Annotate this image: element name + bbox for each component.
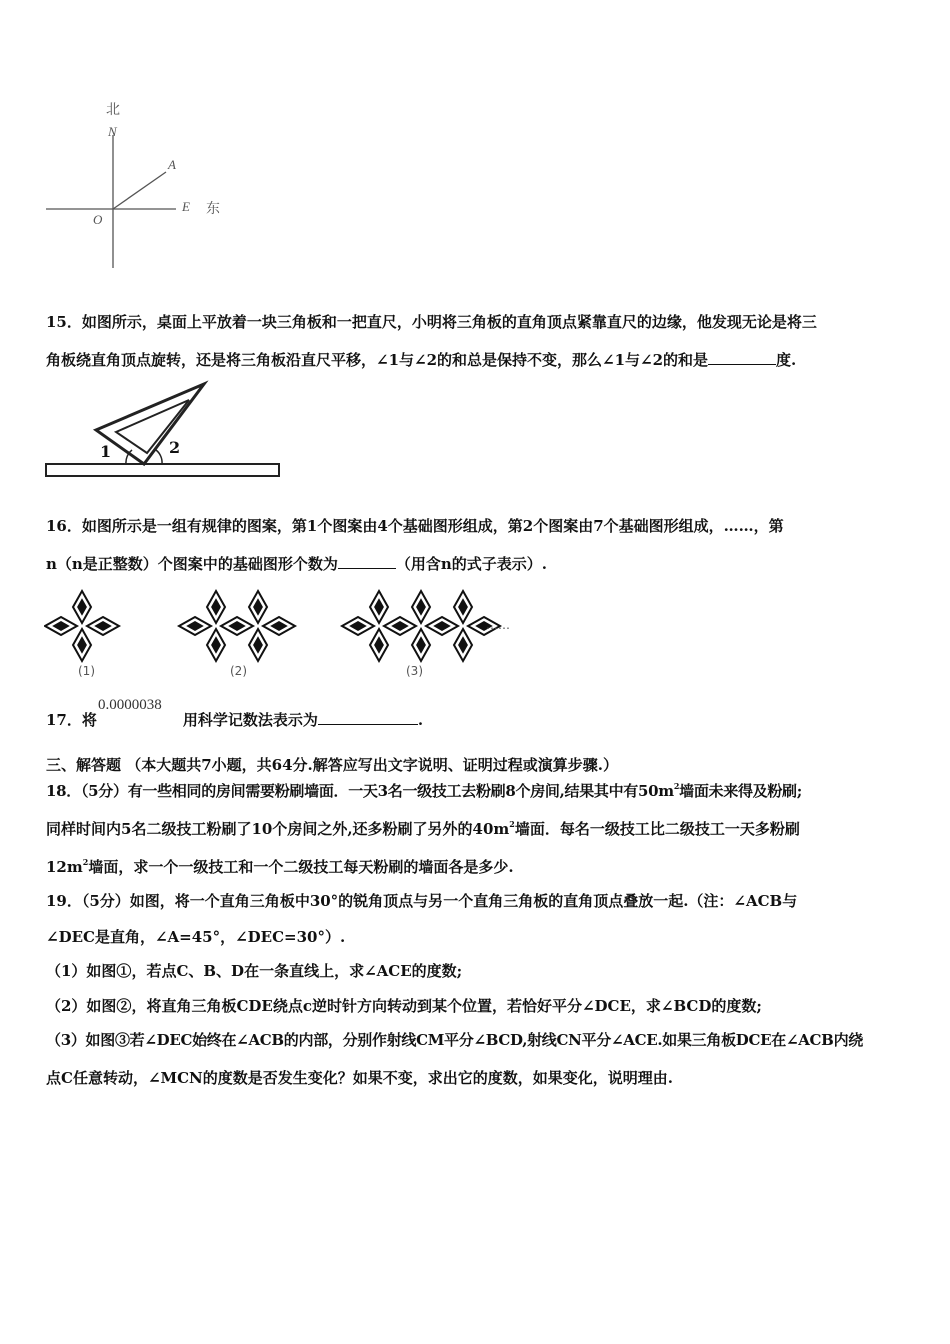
q19-part3-line1: （3）如图③若∠DEC始终在∠ACB的内部，分别作射线CM平分∠BCD,射线CN平分∠ACE.如果三角板DCE在∠ACB内绕 [46,1031,863,1049]
q18-l3a: 12m [46,858,83,876]
pattern-diamond-top [370,591,388,623]
q18-l2a: 同样时间内5名二级技工粉刷了10个房间之外,还多粉刷了另外的40m [46,820,510,838]
q18-line3 [46,857,514,877]
label-a: A [168,157,176,172]
q15-line2-end: 度. [776,351,797,369]
q18-line2 [46,819,800,839]
q15-angle2-label: 2 [169,438,181,457]
q15-line1: 15．如图所示，桌面上平放着一块三角板和一把直尺，小明将三角板的直角顶点紧靠直尺的边缘，他发现无论是将三 [46,313,817,331]
q18-l3-sup: 2 [82,857,89,867]
pattern-caption-2: (2) [230,664,247,678]
pattern-diamond-left [342,617,374,635]
pattern-diamond-bottom [207,629,225,661]
pattern-diamond-right [87,617,119,635]
q15-figure [44,378,284,480]
pattern-diagram [44,588,534,668]
q15-line2-text: 角板绕直角顶点旋转，还是将三角板沿直尺平移，∠1与∠2的和总是保持不变，那么∠1与∠2的和是 [46,351,709,369]
pattern-diamond-top [73,591,91,623]
q18-l1-sup: 2 [673,781,680,791]
pattern-diamond-right [263,617,295,635]
q15-answer-blank[interactable] [708,364,776,365]
q19-part3-line2: 点C任意转动，∠MCN的度数是否发生变化？如果不变，求出它的度数，如果变化，说明理由. [46,1069,673,1087]
q18-line1 [46,781,802,801]
label-e: E [182,199,190,214]
pattern-diamond-top [412,591,430,623]
pattern-diamond-left [221,617,253,635]
q16-line2-end: （用含n的式子表示）. [395,555,547,573]
pattern-diamond-bottom [249,629,267,661]
pattern-diamond-top [207,591,225,623]
q17-post: 用科学记数法表示为 [182,711,318,729]
q16-figure [44,588,534,684]
label-east-cn: 东 [206,201,220,217]
q17-end: . [417,711,424,729]
compass-diagram [40,95,240,275]
pattern-diamond-top [249,591,267,623]
pattern-caption-3: (3) [406,664,423,678]
pattern-diamond-bottom [412,629,430,661]
pattern-caption-1: (1) [78,664,95,678]
q16-line2-text: n（n是正整数）个图案中的基础图形个数为 [46,555,338,573]
pattern-diamond-top [454,591,472,623]
q17-line [46,710,423,730]
pattern-diamond-left [179,617,211,635]
q19-part1: （1）如图①，若点C、B、D在一条直线上，求∠ACE的度数; [46,962,463,980]
q19-line2: ∠DEC是直角，∠A=45°，∠DEC=30°）. [46,928,346,946]
ray-oa [113,172,166,209]
q17-pre: 17．将 [46,711,97,729]
q18-l1b: 墙面未来得及粉刷; [679,782,802,800]
q18-l2b: 墙面．每名一级技工比二级技工一天多粉刷 [514,820,800,838]
q18-l3b: 墙面，求一个一级技工和一个二级技工每天粉刷的墙面各是多少. [88,858,514,876]
triangle-outer [96,384,204,464]
q18-l2-sup: 2 [509,819,515,829]
q19-line1: 19．（5分）如图，将一个直角三角板中30°的锐角顶点与另一个直角三角板的直角顶点叠放一起.（注：∠ACB与 [46,892,798,910]
q17-number: 0.0000038 [98,697,162,713]
q16-line2 [46,554,547,574]
section3-title: 三、解答题 （本大题共7小题，共64分.解答应写出文字说明、证明过程或演算步骤.） [46,756,618,774]
label-north-cn: 北 [106,102,120,118]
label-n: N [108,124,117,139]
q15-angle1-label: 1 [100,442,112,461]
pattern-diamond-left [384,617,416,635]
angle2-arc [156,450,162,464]
label-o: O [93,212,103,227]
q16-answer-blank[interactable] [338,568,396,569]
pattern-diamond-bottom [454,629,472,661]
q16-line1: 16．如图所示是一组有规律的图案，第1个图案由4个基础图形组成，第2个图案由7个基础图形组成，……，第 [46,517,784,535]
ruler [46,464,279,476]
pattern-diamond-bottom [370,629,388,661]
pattern-ellipsis: …… [486,618,510,632]
q17-answer-blank[interactable] [318,724,418,725]
q15-line2 [46,350,796,370]
q18-l1a: 18．（5分）有一些相同的房间需要粉刷墙面．一天3名一级技工去粉刷8个房间,结果其中有50m [46,782,674,800]
pattern-diamond-left [45,617,77,635]
pattern-diamond-left [426,617,458,635]
compass-figure [40,95,240,275]
pattern-diamond-bottom [73,629,91,661]
q19-part2: （2）如图②，将直角三角板CDE绕点c逆时针方向转动到某个位置，若恰好平分∠DCE，求∠BCD的度数; [46,997,762,1015]
triangle-ruler-diagram [44,378,284,480]
